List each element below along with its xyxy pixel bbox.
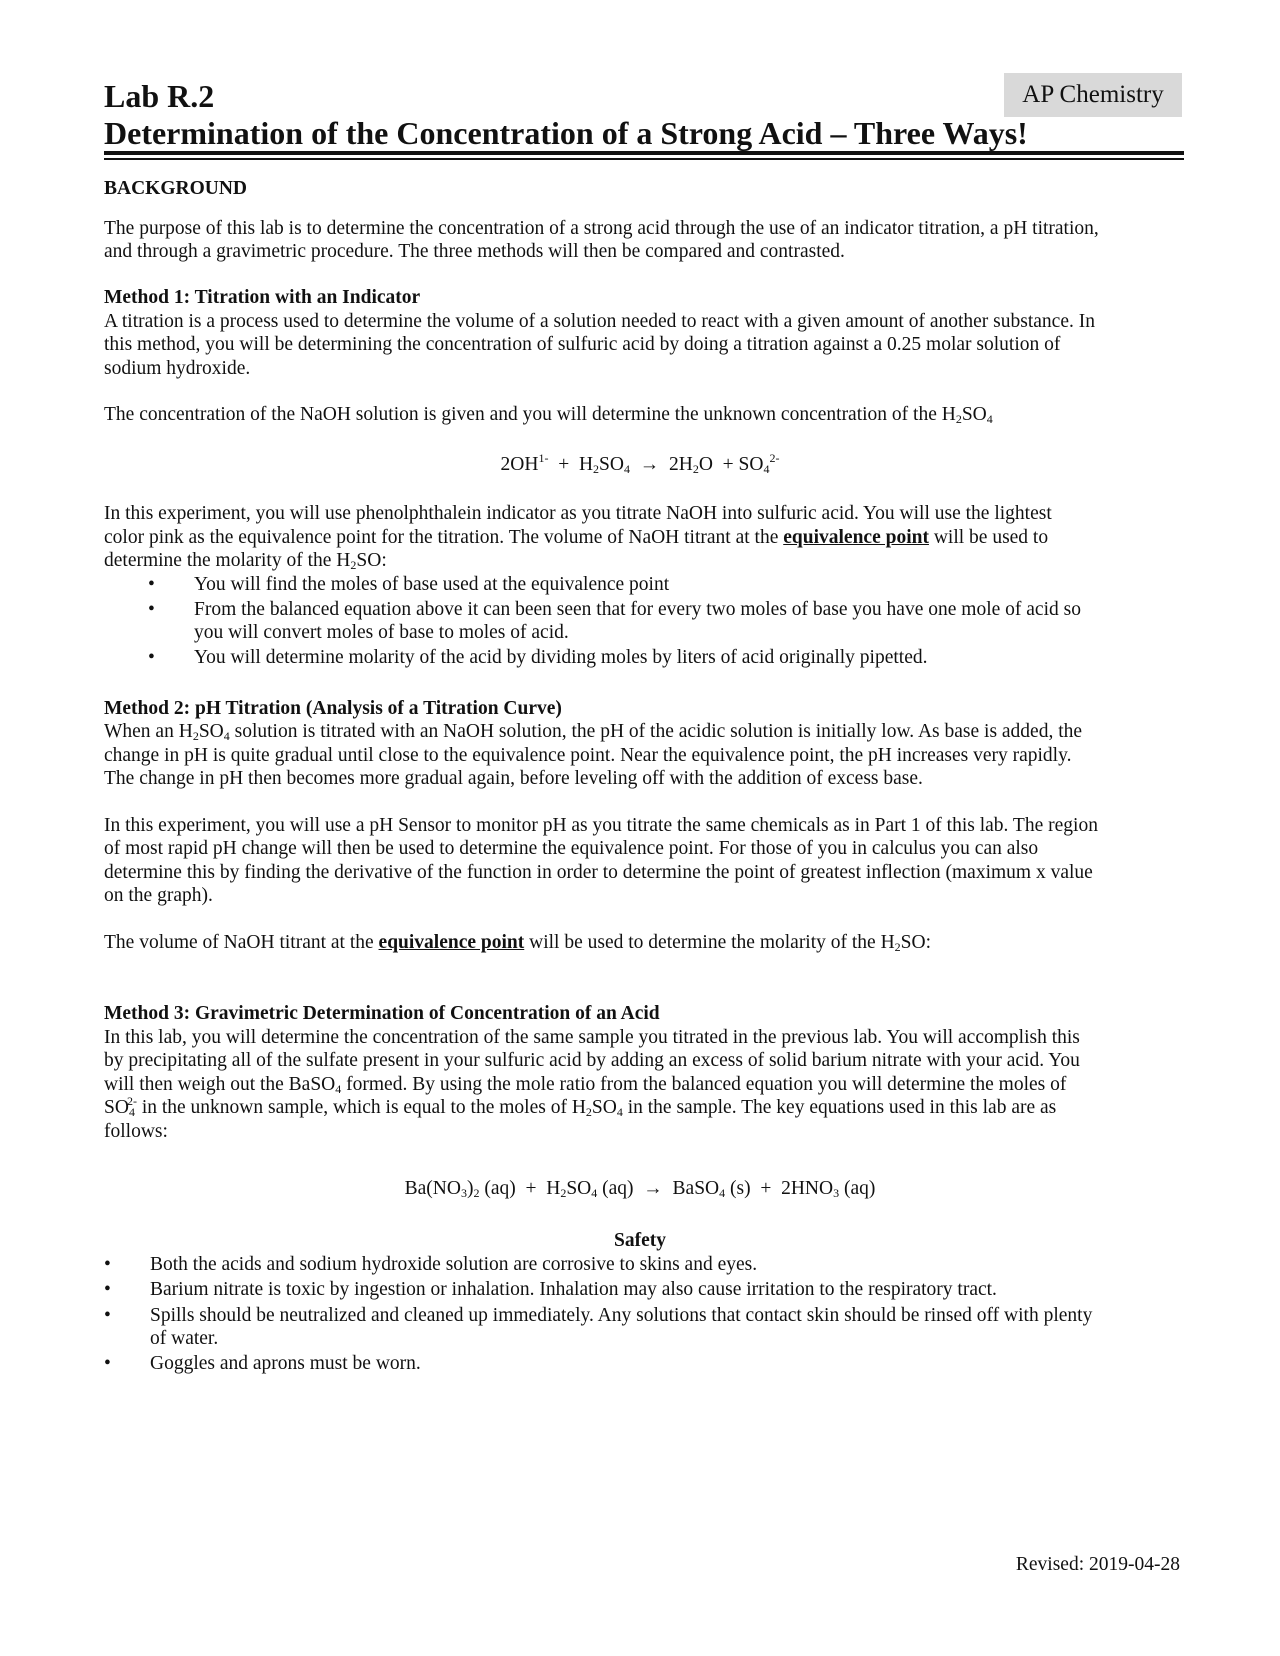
method2-paragraph-line: determine this by finding the derivative of the function in order to determine the point of greatest inflection (maximum x value	[104, 862, 1093, 883]
method2-paragraph-line: The change in pH then becomes more gradual again, before leveling off with the addition of excess base.	[104, 768, 923, 789]
bullet-icon: •	[104, 1353, 111, 1374]
method1-paragraph-line: color pink as the equivalence point for the titration. The volume of NaOH titrant at the equivalence point will be used to	[104, 527, 1049, 548]
neutralization-equation: $2OH^{1-} + H_2SO_4 \to 2H_2O + SO_4^{2-}$	[500, 451, 780, 476]
method2-paragraph-line: When an $H_2SO_4$ solution is titrated with an NaOH solution, the pH of the acidic solution is initially low. As base is added, the	[104, 721, 1083, 743]
bullet-icon: •	[148, 647, 155, 668]
method1-paragraph-line: determine the molarity of the $H_2SO$:	[104, 550, 387, 572]
equivalence-point-term: equivalence point	[783, 527, 929, 548]
method3-paragraph-line: by precipitating all of the sulfate present in your sulfuric acid by adding an excess of solid barium nitrate with your acid. You	[104, 1050, 1080, 1071]
list-item-text: You will find the moles of base used at the equivalence point	[194, 574, 670, 595]
bullet-icon: •	[148, 599, 155, 620]
equivalence-point-term: equivalence point	[378, 932, 525, 953]
bullet-icon: •	[104, 1305, 111, 1326]
method2-paragraph-line: on the graph).	[104, 885, 213, 906]
revision-date: Revised: 2019-04-28	[1015, 1554, 1180, 1575]
list-item-text: You will determine molarity of the acid by dividing moles by liters of acid originally pipetted.	[194, 647, 928, 668]
method3-paragraph-line: will then weigh out the BaSO$_4$ formed. By using the mole ratio from the balanced equation you will determine the moles of	[104, 1074, 1067, 1096]
method3-heading: Method 3: Gravimetric Determination of Concentration of an Acid	[104, 1003, 660, 1024]
list-item-text: From the balanced equation above it can been seen that for every two moles of base you have one mole of acid so	[194, 599, 1081, 620]
list-item-text: of water.	[150, 1328, 219, 1349]
list-item-text: Barium nitrate is toxic by ingestion or inhalation. Inhalation may also cause irritation to the respiratory tract.	[150, 1279, 997, 1300]
method3-paragraph-line: follows:	[104, 1121, 168, 1142]
list-item-text: Spills should be neutralized and cleaned up immediately. Any solutions that contact skin should be rinsed off with plenty	[150, 1305, 1093, 1326]
list-item-text: Both the acids and sodium hydroxide solution are corrosive to skins and eyes.	[150, 1254, 758, 1275]
bullet-icon: •	[104, 1279, 111, 1300]
bullet-icon: •	[148, 574, 155, 595]
method2-paragraph-line: The volume of NaOH titrant at the equivalence point will be used to determine the molarity of the $H_2SO$:	[104, 932, 932, 954]
list-item-text: Goggles and aprons must be worn.	[150, 1353, 421, 1374]
safety-heading: Safety	[614, 1230, 666, 1251]
method2-heading: Method 2: pH Titration (Analysis of a Titration Curve)	[104, 698, 562, 719]
background-heading: BACKGROUND	[104, 178, 248, 199]
course-badge: AP Chemistry	[1004, 73, 1182, 117]
method3-paragraph-line: In this lab, you will determine the concentration of the same sample you titrated in the previous lab. You will accomplish this	[104, 1027, 1080, 1048]
method1-paragraph-line: this method, you will be determining the concentration of sulfuric acid by doing a titration against a 0.25 molar solution of	[104, 334, 1061, 355]
title-rule-thick	[104, 151, 1184, 155]
method1-paragraph-line: sodium hydroxide.	[104, 358, 251, 379]
method1-paragraph-line: In this experiment, you will use phenolphthalein indicator as you titrate NaOH into sulfuric acid. You will use the lightest	[104, 503, 1052, 524]
bullet-icon: •	[104, 1254, 111, 1275]
page-title: Determination of the Concentration of a Strong Acid – Three Ways!	[104, 115, 1028, 151]
method1-paragraph-line: A titration is a process used to determine the volume of a solution needed to react with a given amount of another substance. In	[104, 311, 1095, 332]
list-item-text: you will convert moles of base to moles of acid.	[194, 622, 569, 643]
method1-concentration-line: The concentration of the NaOH solution is given and you will determine the unknown concentration of the $H_2SO_4$	[104, 404, 993, 426]
method1-heading: Method 1: Titration with an Indicator	[104, 287, 421, 308]
method2-paragraph-line: change in pH is quite gradual until close to the equivalence point. Near the equivalence point, the pH increases very rapidly.	[104, 745, 1072, 766]
lab-number: Lab R.2	[104, 78, 215, 114]
title-rule-thin	[104, 158, 1184, 160]
background-line: and through a gravimetric procedure. The three methods will then be compared and contrasted.	[104, 241, 845, 262]
method2-paragraph-line: of most rapid pH change will then be used to determine the equivalence point. For those of you in calculus you can also	[104, 838, 1039, 859]
method3-paragraph-line: $SO_4^{2-}$ in the unknown sample, which is equal to the moles of $H_2SO_4$ in the sample. The key equations used in this lab are as	[104, 1094, 1057, 1119]
precipitation-equation: $Ba(NO_3)_2$ $(aq) + H_2SO_4$ (aq) → BaSO$_4$ $(s) + 2HNO_3$ (aq)	[404, 1178, 876, 1200]
background-line: The purpose of this lab is to determine the concentration of a strong acid through the use of an indicator titration, a pH titration,	[104, 218, 1099, 239]
method2-paragraph-line: In this experiment, you will use a pH Sensor to monitor pH as you titrate the same chemicals as in Part 1 of this lab. The region	[104, 815, 1098, 836]
